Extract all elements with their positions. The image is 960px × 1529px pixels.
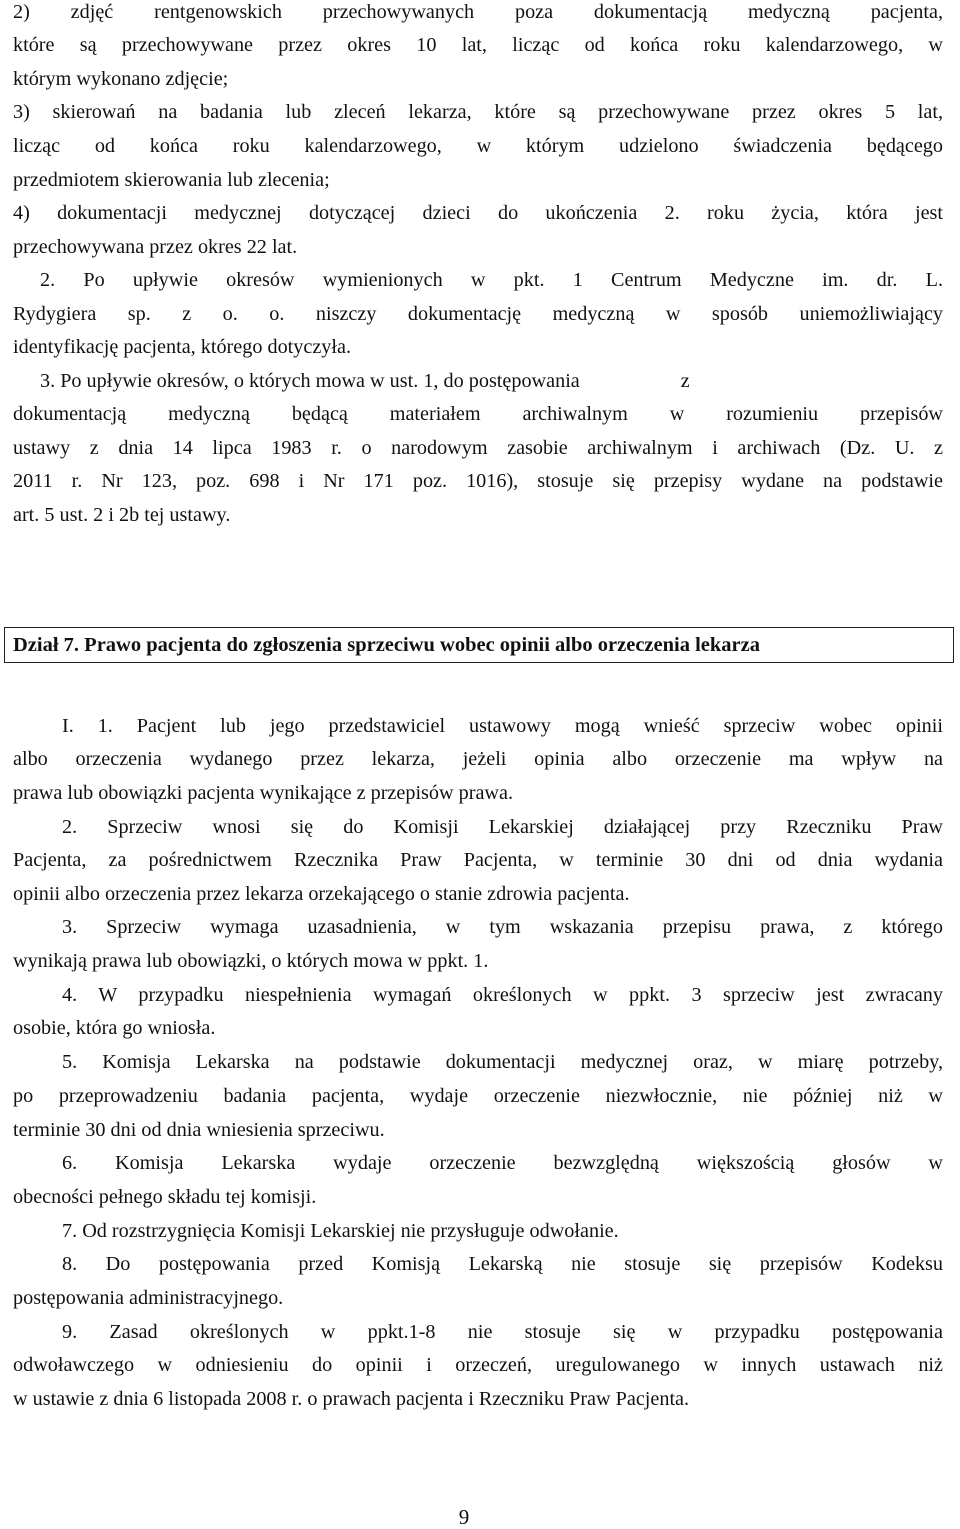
text-line: osobie, która go wniosła. <box>13 1017 216 1039</box>
text-line: Rydygiera sp. z o. o. niszczy dokumentację medyczną w sposób uniemożliwiający <box>13 303 943 325</box>
text-line: które są przechowywane przez okres 10 lat, licząc od końca roku kalendarzowego, w <box>13 34 943 56</box>
text-line: 2) zdjęć rentgenowskich przechowywanych poza dokumentacją medyczną pacjenta, <box>13 1 943 23</box>
text-line: 5. Komisja Lekarska na podstawie dokumentacji medycznej oraz, w miarę potrzeby, <box>62 1051 943 1073</box>
page-number: 9 <box>458 1505 470 1529</box>
text-line: przechowywana przez okres 22 lat. <box>13 236 298 258</box>
text-line: prawa lub obowiązki pacjenta wynikające z przepisów prawa. <box>13 782 513 804</box>
text-line: albo orzeczenia wydanego przez lekarza, jeżeli opinia albo orzeczenie ma wpływ na <box>13 748 943 770</box>
text-line: 2. Sprzeciw wnosi się do Komisji Lekarskiej działającej przy Rzeczniku Praw <box>62 816 943 838</box>
text-line: 3) skierowań na badania lub zleceń lekarza, które są przechowywane przez okres 5 lat, <box>13 101 943 123</box>
text-line: 4. W przypadku niespełnienia wymagań określonych w ppkt. 3 sprzeciw jest zwracany <box>62 984 943 1006</box>
text-line: dokumentacją medyczną będącą materiałem archiwalnym w rozumieniu przepisów <box>13 403 943 425</box>
text-line: Pacjenta, za pośrednictwem Rzecznika Praw Pacjenta, w terminie 30 dni od dnia wydania <box>13 849 943 871</box>
text-line: obecności pełnego składu tej komisji. <box>13 1186 317 1208</box>
text-line: 3. Sprzeciw wymaga uzasadnienia, w tym wskazania przepisu prawa, z którego <box>62 916 943 938</box>
section-heading: Dział 7. Prawo pacjenta do zgłoszenia sprzeciwu wobec opinii albo orzeczenia lekarza <box>13 634 760 656</box>
text-line: odwoławczego w odniesieniu do opinii i orzeczeń, uregulowanego w innych ustawach niż <box>13 1354 943 1376</box>
text-line: postępowania administracyjnego. <box>13 1287 284 1309</box>
text-line: w ustawie z dnia 6 listopada 2008 r. o prawach pacjenta i Rzeczniku Praw Pacjenta. <box>13 1388 690 1410</box>
text-line: 6. Komisja Lekarska wydaje orzeczenie bezwzględną większością głosów w <box>62 1152 943 1174</box>
text-line: art. 5 ust. 2 i 2b tej ustawy. <box>13 504 231 526</box>
text-line: 9. Zasad określonych w ppkt.1-8 nie stosuje się w przypadku postępowania <box>62 1321 943 1343</box>
text-line: 2011 r. Nr 123, poz. 698 i Nr 171 poz. 1016), stosuje się przepisy wydane na podstawie <box>13 470 943 492</box>
text-line: po przeprowadzeniu badania pacjenta, wydaje orzeczenie niezwłocznie, nie później niż w <box>13 1085 943 1107</box>
text-line: I. 1. Pacjent lub jego przedstawiciel ustawowy mogą wnieść sprzeciw wobec opinii <box>62 715 943 737</box>
text-line: 4) dokumentacji medycznej dotyczącej dzieci do ukończenia 2. roku życia, która jest <box>13 202 943 224</box>
text-line: licząc od końca roku kalendarzowego, w którym udzielono świadczenia będącego <box>13 135 943 157</box>
text-line: przedmiotem skierowania lub zlecenia; <box>13 169 330 191</box>
text-line: identyfikację pacjenta, którego dotyczyła. <box>13 336 351 358</box>
text-line: którym wykonano zdjęcie; <box>13 68 229 90</box>
text-line: 7. Od rozstrzygnięcia Komisji Lekarskiej nie przysługuje odwołanie. <box>62 1220 619 1242</box>
text-line: opinii albo orzeczenia przez lekarza orzekającego o stanie zdrowia pacjenta. <box>13 883 630 905</box>
text-line: 8. Do postępowania przed Komisją Lekarską nie stosuje się przepisów Kodeksu <box>62 1253 943 1275</box>
text-line: wynikają prawa lub obowiązki, o których mowa w ppkt. 1. <box>13 950 489 972</box>
text-line: 3. Po upływie okresów, o których mowa w ust. 1, do postępowania z <box>40 370 690 392</box>
text-line: ustawy z dnia 14 lipca 1983 r. o narodowym zasobie archiwalnym i archiwach (Dz. U. z <box>13 437 943 459</box>
text-line: 2. Po upływie okresów wymienionych w pkt. 1 Centrum Medyczne im. dr. L. <box>40 269 943 291</box>
text-line: terminie 30 dni od dnia wniesienia sprzeciwu. <box>13 1119 385 1141</box>
